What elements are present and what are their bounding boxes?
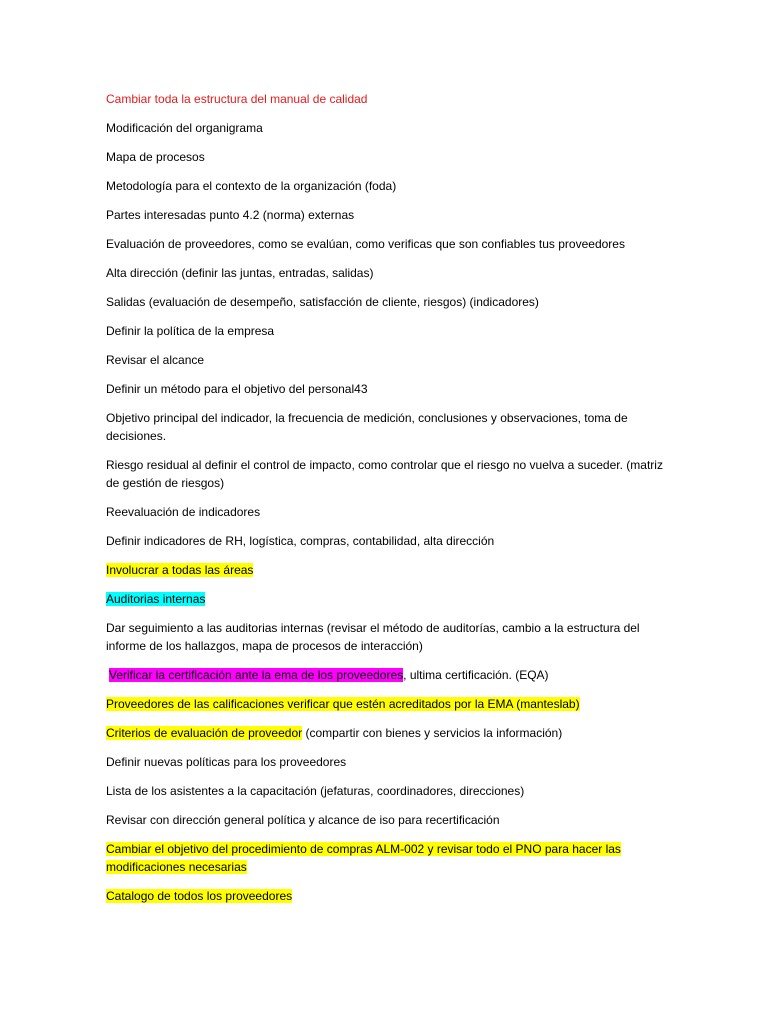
- list-item: Salidas (evaluación de desempeño, satisfacción de cliente, riesgos) (indicadores): [106, 295, 539, 309]
- list-item: Definir la política de la empresa: [106, 324, 275, 338]
- list-item: [106, 666, 666, 684]
- document-body: [106, 90, 666, 916]
- list-item: [106, 887, 666, 905]
- list-item: Partes interesadas punto 4.2 (norma) externas: [106, 208, 355, 222]
- list-item: Definir indicadores de RH, logística, compras, contabilidad, alta dirección: [106, 534, 495, 548]
- list-item: [106, 695, 666, 713]
- list-item: Alta dirección (definir las juntas, entradas, salidas): [106, 266, 374, 280]
- list-item: Revisar el alcance: [106, 353, 205, 367]
- list-item: Mapa de procesos: [106, 150, 205, 164]
- list-item: Objetivo principal del indicador, la frecuencia de medición, conclusiones y observaciones, toma de decisiones.: [106, 411, 628, 443]
- list-item: Reevaluación de indicadores: [106, 505, 261, 519]
- highlighted-text: Criterios de evaluación de proveedor: [106, 726, 303, 740]
- list-item: [106, 561, 666, 579]
- highlighted-text: Involucrar a todas las áreas: [106, 563, 254, 577]
- highlighted-text: Proveedores de las calificaciones verificar que estén acreditados por la EMA (manteslab): [106, 697, 580, 711]
- list-item-text: , ultima certificación. (EQA): [403, 668, 549, 682]
- list-item: [106, 590, 666, 608]
- highlighted-text: Cambiar el objetivo del procedimiento de compras ALM-002 y revisar todo el PNO para hacer las modificaciones necesarias: [106, 842, 621, 874]
- document-title: Cambiar toda la estructura del manual de calidad: [106, 92, 368, 106]
- list-item: Lista de los asistentes a la capacitación (jefaturas, coordinadores, direcciones): [106, 784, 525, 798]
- highlighted-text: Catalogo de todos los proveedores: [106, 889, 293, 903]
- list-item: Definir nuevas políticas para los proveedores: [106, 755, 347, 769]
- list-item: Revisar con dirección general política y alcance de iso para recertificación: [106, 813, 500, 827]
- list-item: [106, 840, 666, 876]
- list-item: Evaluación de proveedores, como se evalúan, como verificas que son confiables tus proveedores: [106, 237, 625, 251]
- list-item: Modificación del organigrama: [106, 121, 263, 135]
- list-item: Definir un método para el objetivo del personal43: [106, 382, 368, 396]
- list-item: Riesgo residual al definir el control de impacto, como controlar que el riesgo no vuelva a suceder. (matriz de gestión de riesgos): [106, 458, 663, 490]
- list-item: Dar seguimiento a las auditorias internas (revisar el método de auditorías, cambio a la estructura del informe de los hallazgos, mapa de procesos de interacción): [106, 621, 640, 653]
- list-item-text: (compartir con bienes y servicios la información): [302, 726, 563, 740]
- highlighted-text: Auditorias internas: [106, 592, 206, 606]
- list-item: Metodología para el contexto de la organización (foda): [106, 179, 397, 193]
- highlighted-text: Verificar la certificación ante la ema de los proveedores: [109, 668, 404, 682]
- list-item: [106, 724, 666, 742]
